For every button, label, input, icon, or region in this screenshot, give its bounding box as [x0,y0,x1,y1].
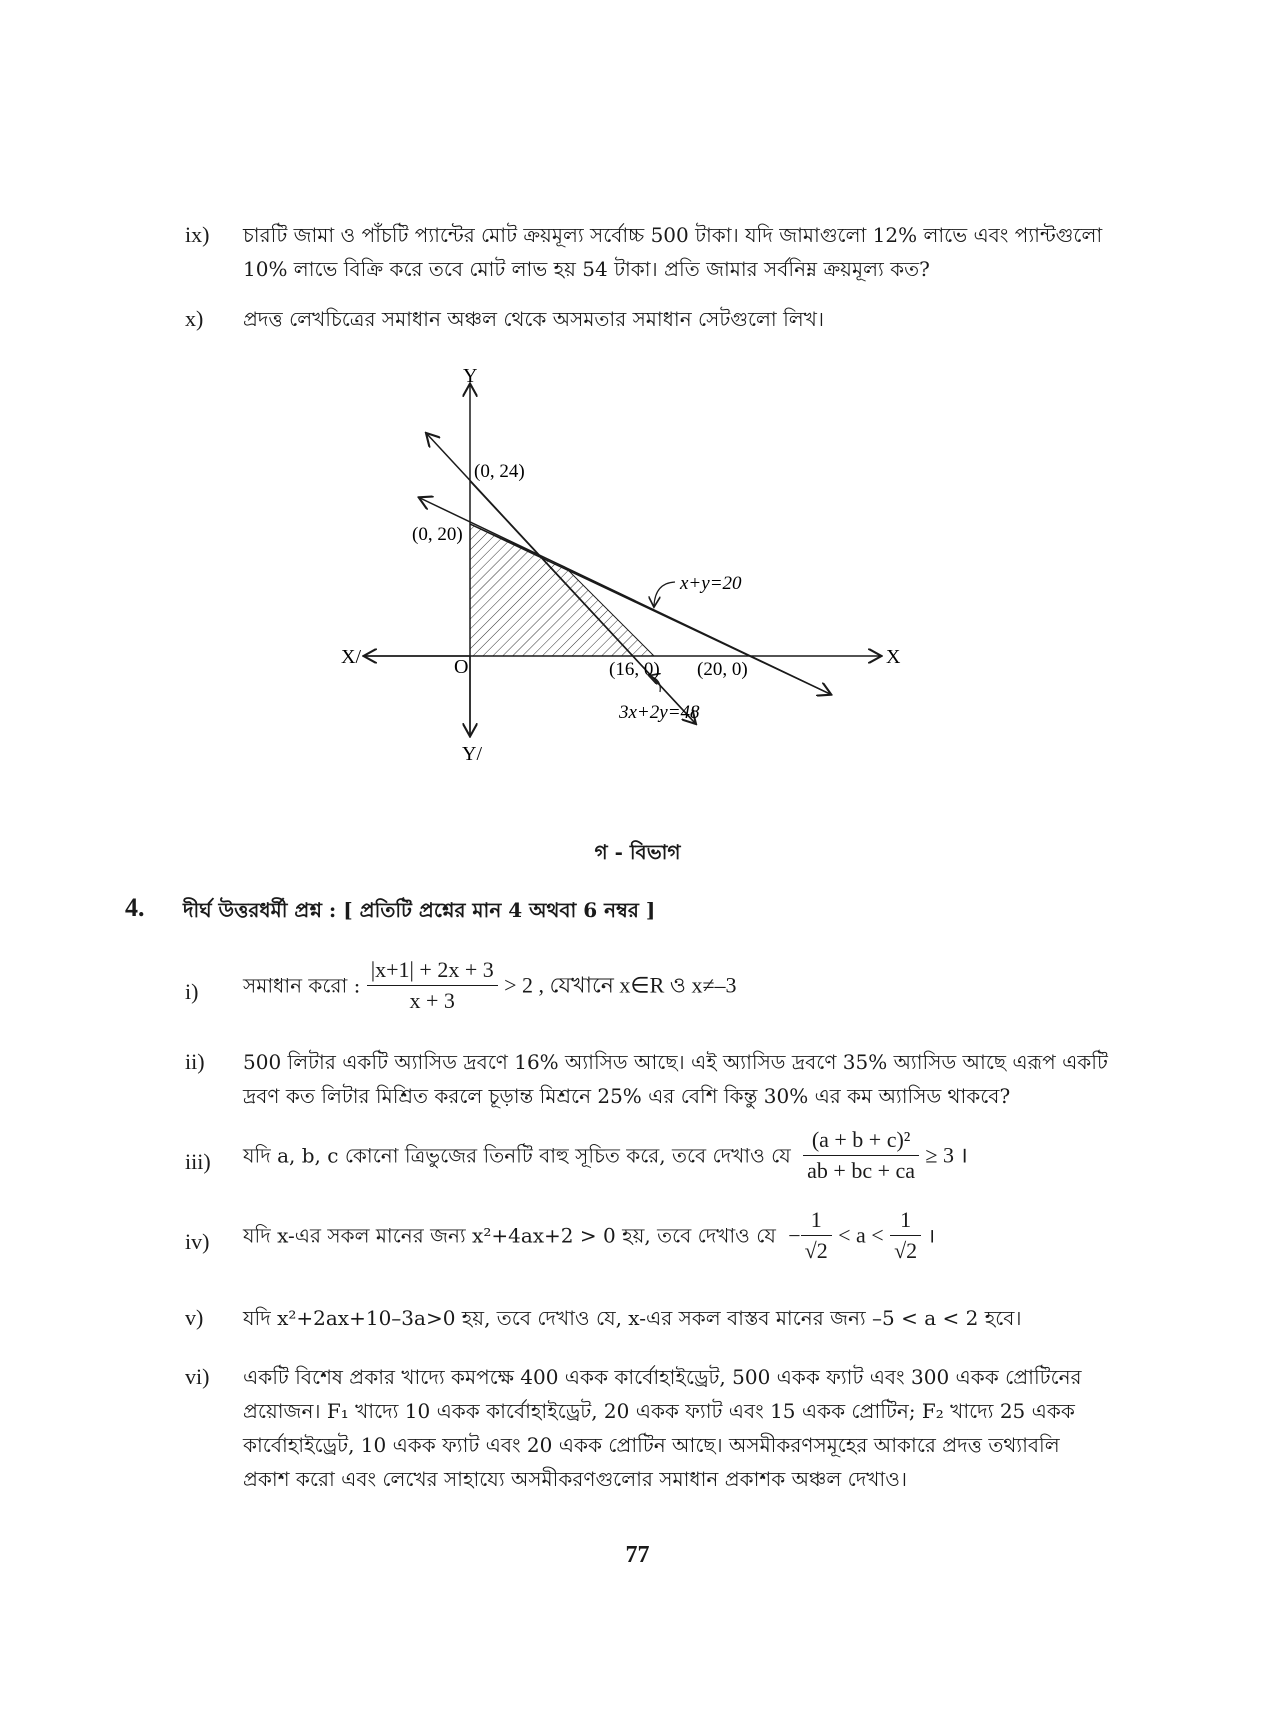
item-text-line: দ্রবণ কত লিটার মিশ্রিত করলে চূড়ান্ত মিশ্রনে 25% এর বেশি কিন্তু 30% এর কম অ্যাসিড থাকবে? [243,1084,1011,1108]
x-neg-label: X/ [341,646,361,668]
fraction [367,955,498,1016]
fraction-denominator: x + 3 [409,988,455,1013]
page-number: 77 [625,1542,650,1568]
item-prefix: যদি a, b, c কোনো ত্রিভুজের তিনটি বাহু সূচিত করে, তবে দেখাও যে [243,1143,791,1168]
point-label-20-0: (20, 0) [697,659,748,680]
item-text: যদি x²+2ax+10–3a>0 হয়, তবে দেখাও যে, x-এর সকল বাস্তব মানের জন্য –5 < a < 2 হবে। [243,1306,1022,1330]
fraction [890,1205,921,1266]
x-axis-label: X [886,646,901,668]
item-suffix: ≥ 3 । [925,1142,968,1168]
item-iii-content [243,1125,968,1186]
item-end: । [927,1223,936,1248]
fraction-numerator: 1 [890,1205,921,1236]
point-label-0-24: (0, 24) [474,461,525,482]
item-iii [185,1125,1145,1195]
equation-label-3x-2y: 3x+2y=48 [619,702,700,723]
item-iv-content [243,1205,935,1266]
fraction [801,1205,832,1266]
fraction-denominator: √2 [894,1238,918,1263]
y-axis-label: Y [463,365,478,387]
question-number: 4. [125,893,145,922]
origin-label: O [454,656,469,678]
point-label-0-20: (0, 20) [412,524,463,545]
fraction [803,1125,919,1186]
item-text-line: কার্বোহাইড্রেট, 10 একক ফ্যাট এবং 20 একক প্রোটিন আছে। অসমীকরণসমূহের আকারে প্রদত্ত তথ্যাবলি [243,1433,1060,1457]
section-title: গ - বিভাগ [594,840,681,864]
pointer-arrow [654,582,675,606]
point-label-16-0: (16, 0) [609,659,660,680]
item-i [185,955,1145,1025]
item-text-line: একটি বিশেষ প্রকার খাদ্যে কমপক্ষে 400 একক কার্বোহাইড্রেট, 500 একক ফ্যাট এবং 300 একক প্রোটিনের [243,1365,1082,1389]
fraction-denominator: ab + bc + ca [807,1158,916,1183]
item-text-line: প্রয়োজন। F₁ খাদ্যে 10 একক কার্বোহাইড্রেট, 20 একক ফ্যাট এবং 15 একক প্রোটিন; F₂ খাদ্যে 25 একক [243,1399,1075,1423]
fraction-numerator: |x+1| + 2x + 3 [367,955,498,986]
question-title: দীর্ঘ উত্তরধর্মী প্রশ্ন : [ প্রতিটি প্রশ্নের মান 4 অথবা 6 নম্বর ] [183,898,656,922]
solution-region [470,524,654,656]
item-number: vi) [185,1364,210,1389]
item-number: i) [185,979,199,1004]
item-iv [185,1205,1145,1275]
question-number: ix) [185,222,210,247]
fraction-denominator: √2 [804,1238,828,1263]
item-prefix: সমাধান করো : [243,973,361,998]
equation-label-x-y: x+y=20 [680,573,742,594]
item-i-content [243,955,737,1016]
question-number: x) [185,306,204,331]
y-neg-label: Y/ [462,743,482,765]
item-number: v) [185,1305,204,1330]
item-suffix: > 2 , যেখানে x∈R ও x≠–3 [504,972,737,998]
inequality-middle: < a < [838,1222,884,1248]
question-text-line: 10% লাভে বিক্রি করে তবে মোট লাভ হয় 54 টাকা। প্রতি জামার সর্বনিম্ন ক্রয়মূল্য কত? [243,257,930,281]
item-number: ii) [185,1049,205,1074]
question-text: প্রদত্ত লেখচিত্রের সমাধান অঞ্চল থেকে অসমতার সমাধান সেটগুলো লিখ। [243,307,824,331]
item-prefix: যদি x-এর সকল মানের জন্য x²+4ax+2 > 0 হয়, তবে দেখাও যে [243,1223,776,1248]
item-text-line: প্রকাশ করো এবং লেখের সাহায্যে অসমীকরণগুলোর সমাধান প্রকাশক অঞ্চল দেখাও। [243,1467,908,1491]
item-number: iv) [185,1229,210,1254]
item-number: iii) [185,1149,211,1174]
fraction-numerator: (a + b + c)² [803,1125,919,1156]
question-text-line: চারটি জামা ও পাঁচটি প্যান্টের মোট ক্রয়মূল্য সর্বোচ্চ 500 টাকা। যদি জামাগুলো 12% লাভে এবং প্যান্টগুলো [243,223,1103,247]
item-text-line: 500 লিটার একটি অ্যাসিড দ্রবণে 16% অ্যাসিড আছে। এই অ্যাসিড দ্রবণে 35% অ্যাসিড আছে এরূপ একটি [243,1050,1108,1074]
fraction-numerator: 1 [801,1205,832,1236]
minus-sign: − [788,1222,801,1248]
